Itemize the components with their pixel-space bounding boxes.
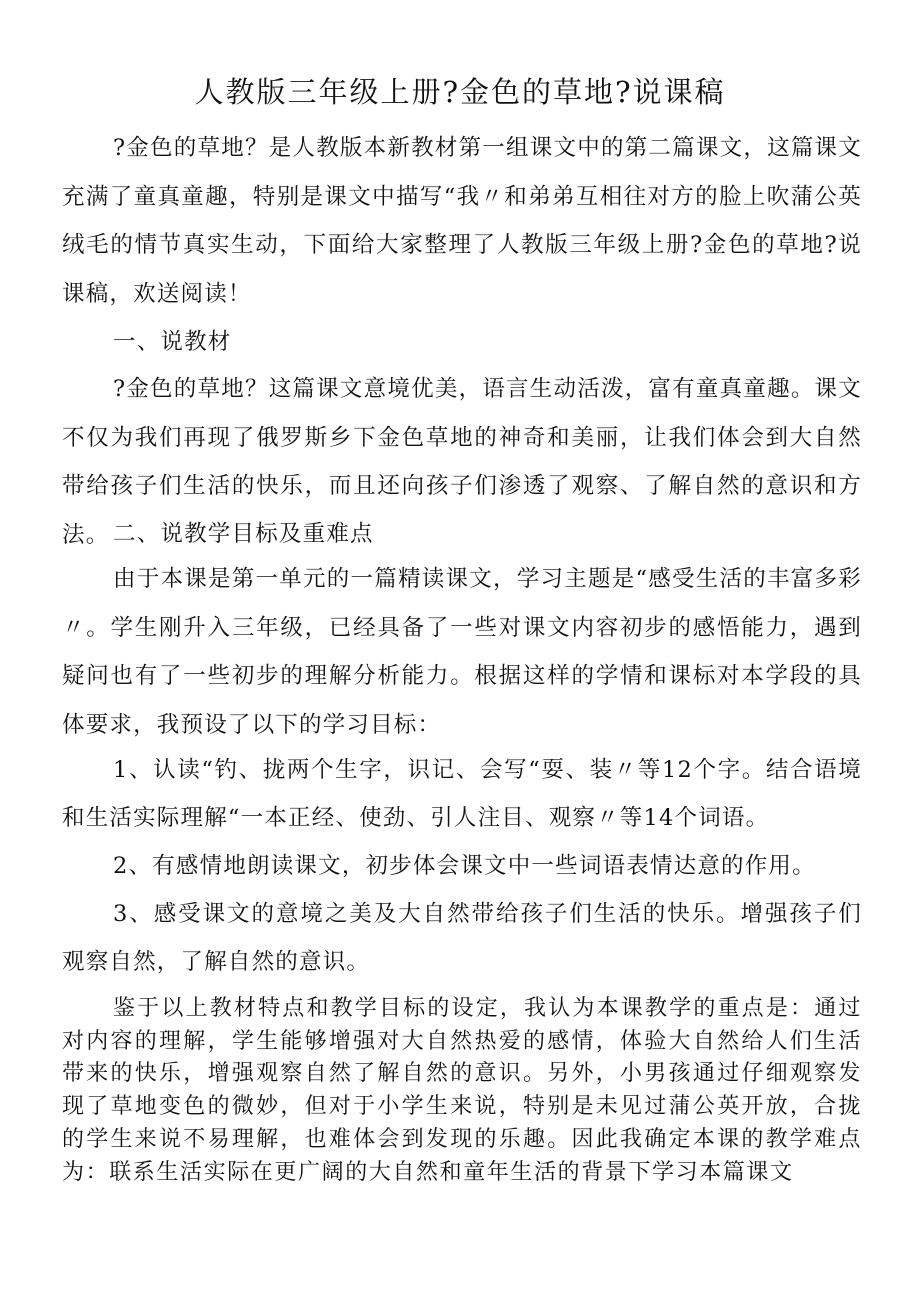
goal-item-3: 3、感受课文的意境之美及大自然带给孩子们生活的快乐。增强孩子们观察自然，了解自然的意识。 [62, 901, 862, 975]
intro-paragraph: ?金色的草地？是人教版本新教材第一组课文中的第二篇课文，这篇课文充满了童真童趣，特别是课文中描写“我〃和弟弟互相往对方的脸上吹蒲公英绒毛的情节真实生动，下面给大家整理了人教版三年级上册?金色的草地?说课稿，欢送阅读！ [62, 135, 862, 307]
goal-item-1: 1、认读“钓、拢两个生字，识记、会写“耍、装〃等12个字。结合语境和生活实际理解“一本正经、使劲、引人注目、观察〃等14个词语。 [62, 757, 862, 831]
document-title: 人教版三年级上册?金色的草地?说课稿 [194, 75, 726, 109]
material-paragraph: ?金色的草地？这篇课文意境优美，语言生动活泼，富有童真童趣。课文不仅为我们再现了俄罗斯乡下金色草地的神奇和美丽，让我们体会到大自然带给孩子们生活的快乐，而且还向孩子们渗透了观察、了解自然的意识和方法。 [62, 376, 862, 548]
section-heading-goals: 二、说教学目标及重难点 [113, 521, 374, 547]
goal-item-2: 2、有感情地朗读课文，初步体会课文中一些词语表情达意的作用。 [113, 853, 816, 879]
section-heading-material: 一、说教材 [113, 329, 232, 355]
goals-intro-paragraph: 由于本课是第一单元的一篇精读课文，学习主题是“感受生活的丰富多彩〃。学生刚升入三年级，已经具备了一些对课文内容初步的感悟能力，遇到疑问也有了一些初步的理解分析能力。根据这样的学情和课标对本学段的具体要求，我预设了以下的学习目标： [62, 566, 862, 738]
focus-difficulty-paragraph: 鉴于以上教材特点和教学目标的设定，我认为本课教学的重点是：通过对内容的理解，学生能够增强对大自然热爱的感情，体验大自然给人们生活带来的快乐，增强观察自然了解自然的意识。另外，小男孩通过仔细观察发现了草地变色的微妙，但对于小学生来说，特别是未见过蒲公英开放，合拢的学生来说不易理解，也难体会到发现的乐趣。因此我确定本课的教学难点为：联系生活实际在更广阔的大自然和童年生活的背景下学习本篇课文 [62, 996, 862, 1185]
